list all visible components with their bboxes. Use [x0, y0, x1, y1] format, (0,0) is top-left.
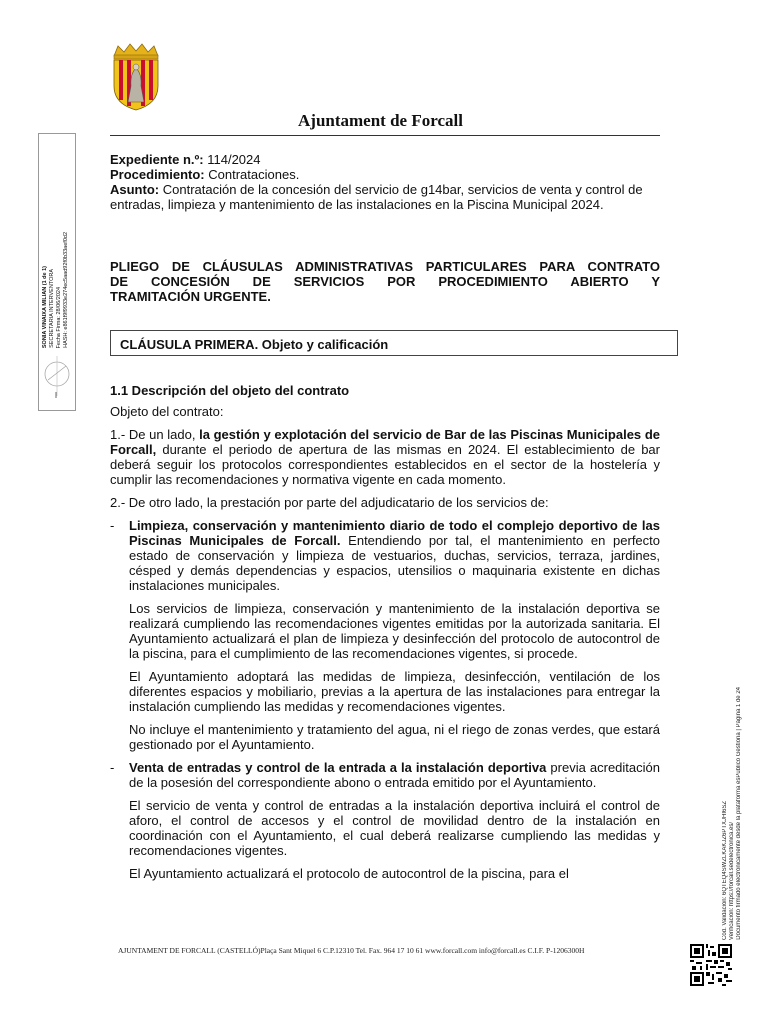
bullet-limpieza-bold: Limpieza, conservación y mantenimiento diario de todo el complejo deportivo de las Piscinas Municipales de Forcall.	[129, 518, 660, 548]
page-footer: AJUNTAMENT DE FORCALL (CASTELLÓ)Plaça Sant Miquel 6 C.P.12310 Tel. Fax. 964 17 10 61 www.forcall.com info@forcall.es C.I.F. P-1206300H	[118, 946, 585, 955]
bullet-venta-bold: Venta de entradas y control de la entrada a la instalación deportiva	[129, 760, 547, 775]
pliego-line-1: PLIEGO DE CLÁUSULAS ADMINISTRATIVAS PARTICULARES PARA CONTRATO	[110, 259, 660, 274]
procedimiento-label: Procedimiento:	[110, 167, 205, 182]
limpieza-paragraph-4: No incluye el mantenimiento y tratamiento del agua, ni el riego de zonas verdes, que estará gestionado por el Ayuntamiento.	[129, 722, 660, 752]
document-body	[110, 383, 660, 889]
limpieza-paragraph-2: Los servicios de limpieza, conservación y mantenimiento de la instalación deportiva se realizará cumpliendo las recomendaciones vigentes emitidas por la autorizada sanitaria. El Ayuntamiento actualizará el plan de limpieza y desinfección del protocolo de autocontrol de la piscina, para el cumplimiento de las recomendaciones vigentes, si procede.	[129, 601, 660, 661]
signature-date: Fecha Firma: 28/06/2024	[56, 286, 62, 348]
validation-code: Cód. Validación: 6QTEQ4SWZLKAKJZ6PTXJHI6SZ	[722, 801, 728, 940]
bullet-venta	[110, 760, 660, 790]
validation-strip	[722, 630, 744, 940]
clausula-heading-box	[110, 330, 678, 356]
paragraph-2: 2.- De otro lado, la prestación por parte del adjudicatario de los servicios de:	[110, 495, 549, 510]
bullet-venta-rest: previa acreditación de la posesión del correspondiente abono o entrada emitido por el Ayuntamiento.	[129, 760, 660, 790]
procedimiento-line	[110, 167, 660, 182]
section-heading: 1.1 Descripción del objeto del contrato	[110, 383, 350, 398]
asunto-label: Asunto:	[110, 182, 160, 197]
municipal-crest-logo	[108, 42, 164, 112]
pliego-heading	[110, 259, 660, 304]
asunto-line	[110, 182, 660, 212]
bullet-dash: -	[110, 760, 115, 775]
signature-hash: HASH: e861f9f9933e274ec5aad92f0b33aef0d2	[63, 232, 69, 348]
bullet-limpieza-rest: Entendiendo por tal, el mantenimiento en perfecto estado de conservación y limpieza de vestuarios, duchas, servicios, terraza, jardines, césped y demás dependencias y espacios, utensilios o maquinaria existente en dichas instalaciones municipales.	[129, 533, 660, 593]
expediente-line	[110, 152, 660, 167]
pliego-line-2: DE CONCESIÓN DE SERVICIOS POR PROCEDIMIENTO ABIERTO Y	[110, 274, 660, 289]
signer-name: SONIA VINAIXA MILIAN (1 de 1)	[42, 265, 48, 348]
signature-seal-icon	[42, 352, 72, 400]
bullet-dash: -	[110, 518, 115, 533]
asunto-value: Contratación de la concesión del servicio de g14bar, servicios de venta y control de entradas, limpieza y mantenimiento de las instalaciones en la Piscina Municipal 2024.	[110, 182, 643, 212]
clausula-title: CLÁUSULA PRIMERA. Objeto y calificación	[120, 337, 389, 352]
procedimiento-value: Contrataciones.	[208, 167, 300, 182]
page-title: Ajuntament de Forcall	[298, 111, 463, 130]
p1-prefix: 1.- De un lado,	[110, 427, 200, 442]
expediente-label: Expediente n.º:	[110, 152, 204, 167]
expediente-value: 114/2024	[207, 152, 261, 167]
paragraph-1	[110, 427, 660, 487]
p1-bold: la gestión y explotación del servicio de Bar de las Piscinas Municipales de Forcall,	[110, 427, 660, 457]
venta-paragraph-2: El servicio de venta y control de entradas a la instalación deportiva incluirá el control de aforo, el control de accesos y el control de movilidad dentro de la instalación en coordinación con el Ayuntamiento, el cual deberá realizarse cumpliendo las medidas y recomendaciones vigentes.	[129, 798, 660, 858]
signer-role: SECRETARIA INTERVENTORA	[49, 269, 55, 348]
validation-url: Verificación: https://forcall.sedelectronica.es/	[729, 821, 735, 940]
bullet-limpieza	[110, 518, 660, 593]
validation-page-info: Documento firmado electrónicamente desde la plataforma esPublico Gestiona | Página 1 de 24	[736, 687, 742, 940]
pliego-line-3: TRAMITACIÓN URGENTE.	[110, 289, 271, 304]
p1-rest: durante el periodo de apertura de las mismas en 2024. El establecimiento de bar deberá seguir los protocolos correspondientes establecidos en el sector de la hostelería y cumplir las recomendaciones y normativa vigente en cada momento.	[110, 442, 660, 487]
limpieza-paragraph-3: El Ayuntamiento adoptará las medidas de limpieza, desinfección, ventilación de los diferentes espacios y mobiliario, previas a la apertura de las instalaciones para entregar la instalación cumpliendo las medidas y recomendaciones vigentes.	[129, 669, 660, 714]
objeto-label: Objeto del contrato:	[110, 404, 224, 419]
signature-stamp-text	[42, 158, 70, 348]
venta-paragraph-3: El Ayuntamiento actualizará el protocolo de autocontrol de la piscina, para el	[129, 866, 569, 881]
expediente-block	[110, 152, 660, 212]
qr-code-icon[interactable]	[690, 944, 732, 986]
title-divider	[110, 135, 660, 136]
